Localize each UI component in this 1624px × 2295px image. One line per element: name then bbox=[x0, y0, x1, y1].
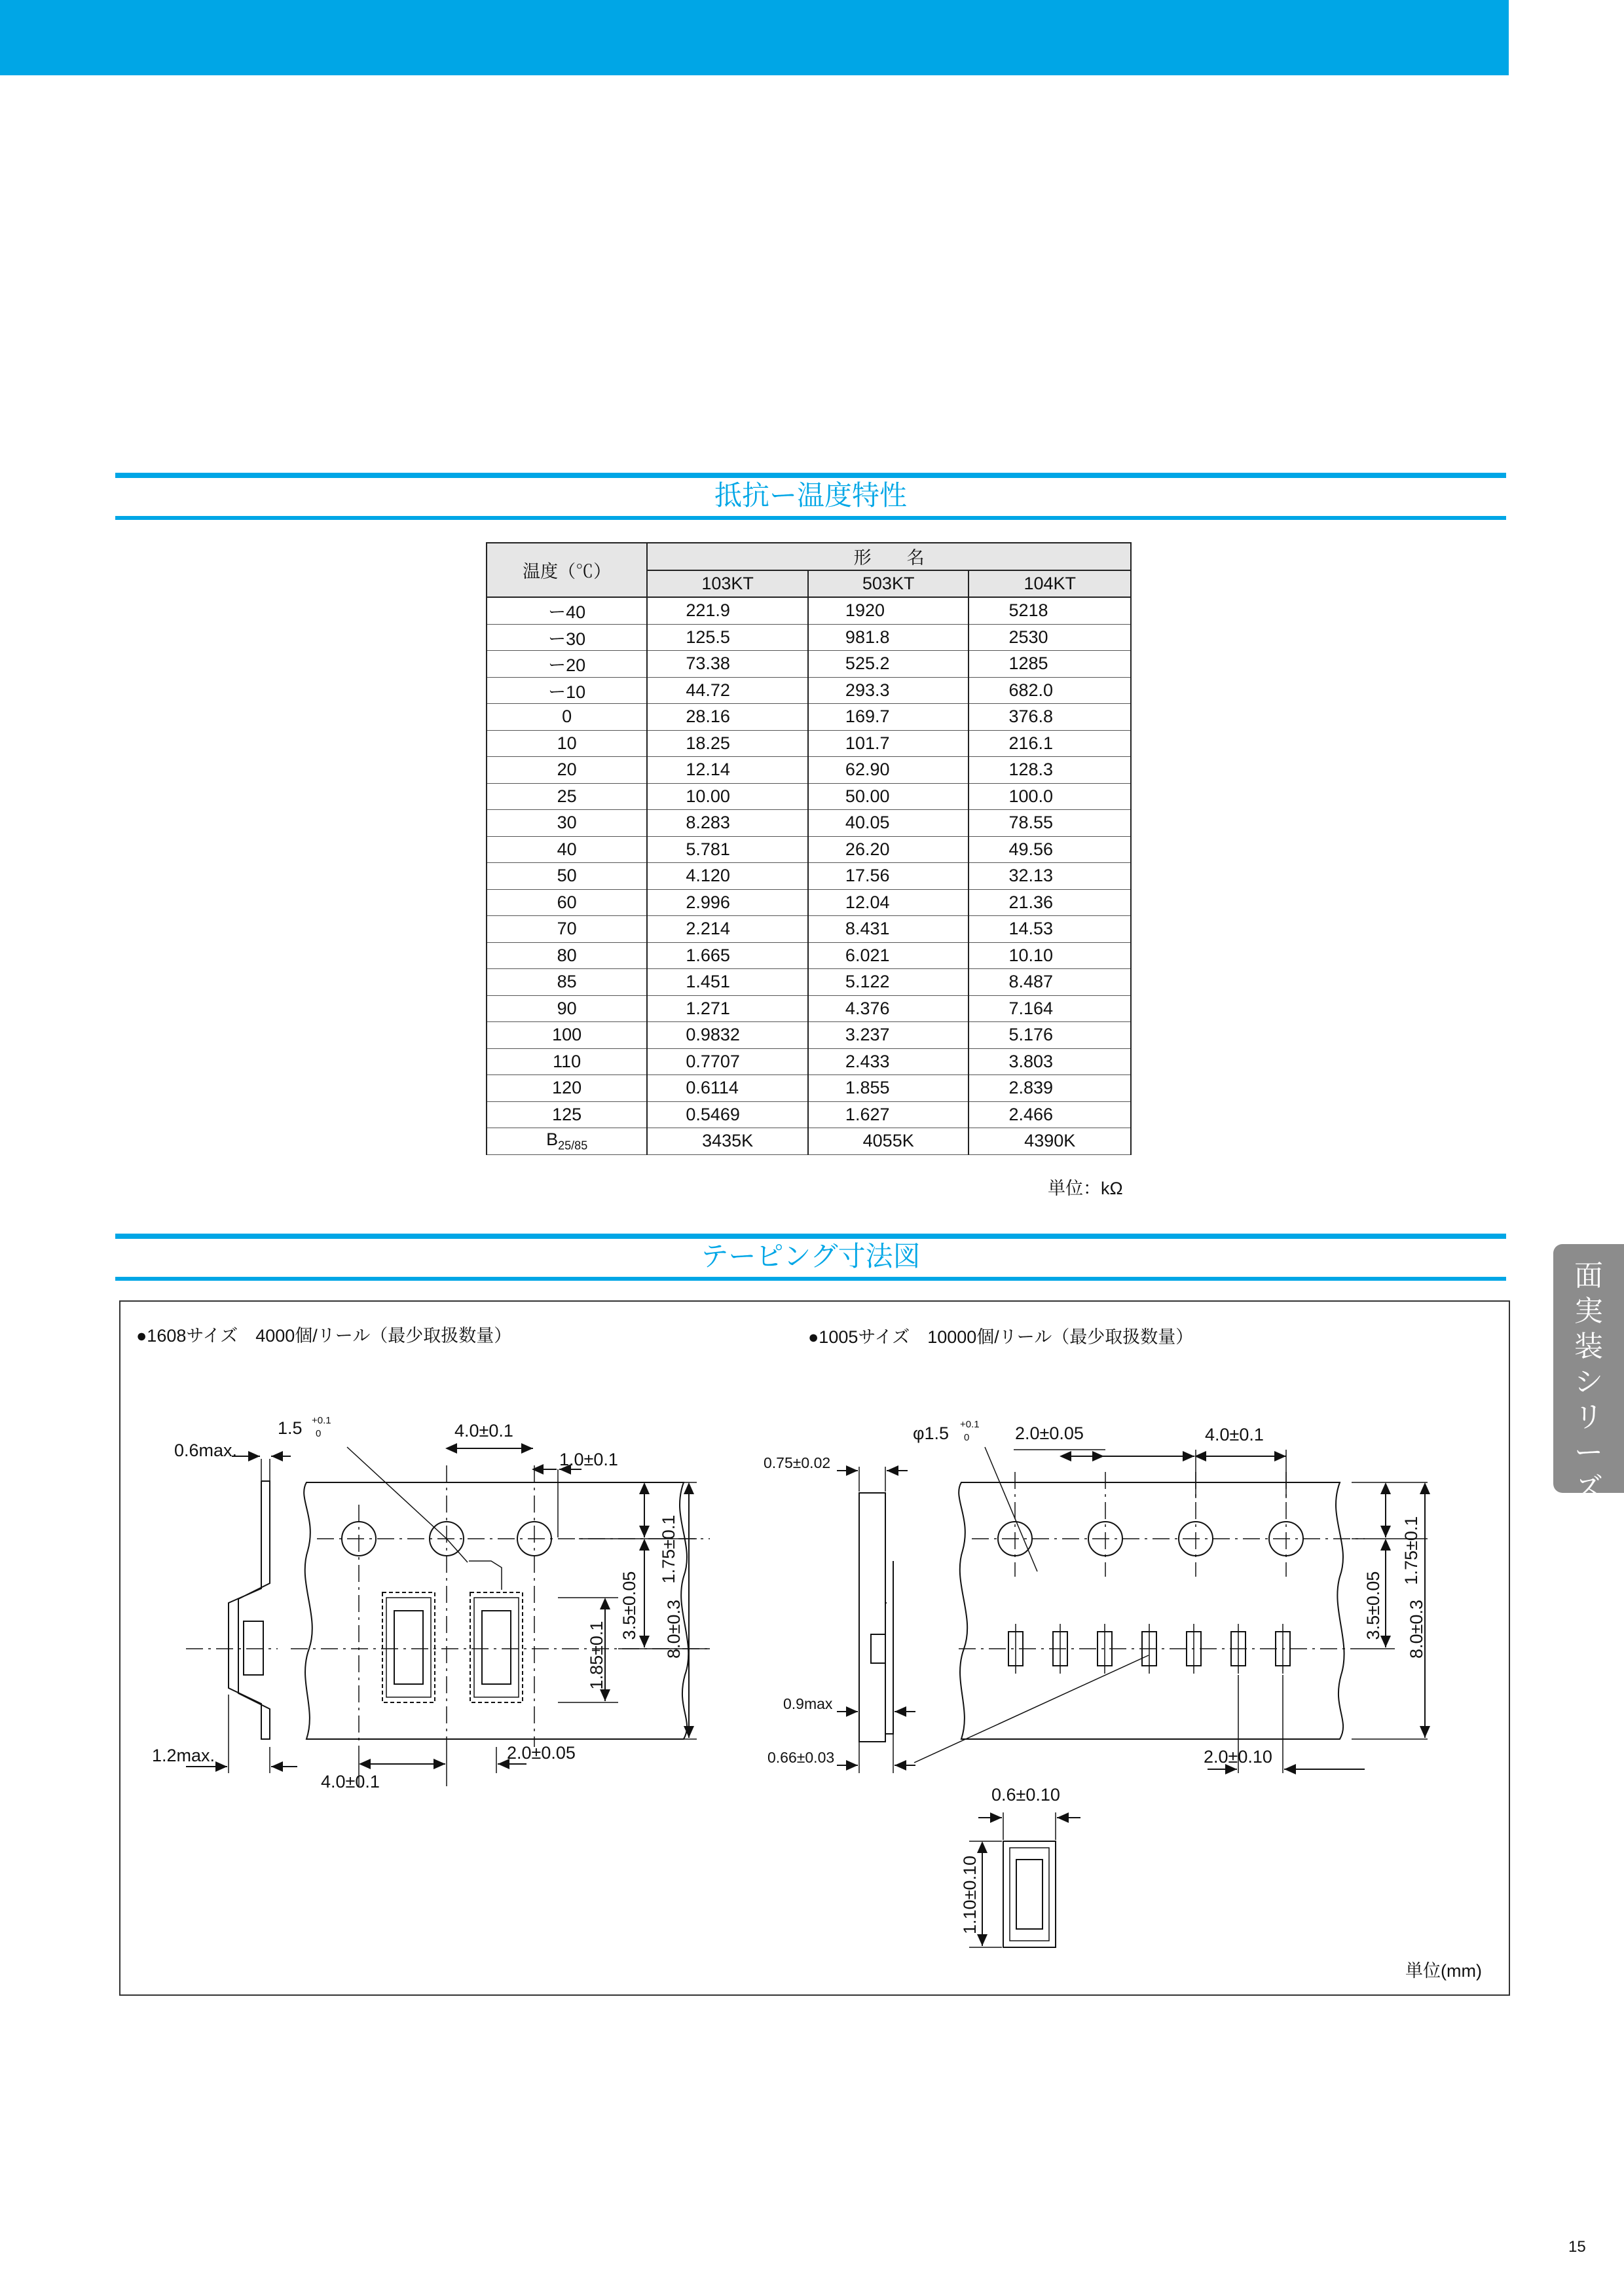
table-row bbox=[487, 757, 1131, 784]
value-cell: 10.00 bbox=[647, 783, 808, 810]
dim-1005-top-thick: 0.75±0.02 bbox=[764, 1454, 831, 1471]
dim-1608-hole-tol-plus: +0.1 bbox=[312, 1415, 331, 1426]
value-cell: 2530 bbox=[969, 624, 1131, 651]
table-body bbox=[487, 597, 1131, 1154]
value-cell: 293.3 bbox=[808, 677, 969, 704]
bvalue-row bbox=[487, 1128, 1131, 1155]
temp-cell: 85 bbox=[487, 969, 647, 996]
model-header: 形 名 bbox=[647, 543, 1131, 570]
value-cell: 28.16 bbox=[647, 704, 808, 731]
value-cell: 5.122 bbox=[808, 969, 969, 996]
value-cell: 216.1 bbox=[969, 730, 1131, 757]
value-cell: 128.3 bbox=[969, 757, 1131, 784]
dim-1608-half: 2.0±0.05 bbox=[507, 1743, 576, 1763]
dim-1005-pitch: 2.0±0.10 bbox=[1204, 1747, 1272, 1767]
dim-1005-w175: 1.75±0.1 bbox=[1401, 1516, 1421, 1585]
value-cell: 1.665 bbox=[647, 942, 808, 969]
value-cell: 8.431 bbox=[808, 916, 969, 943]
value-cell: 1.855 bbox=[808, 1075, 969, 1102]
tape-top-1608 bbox=[291, 1447, 710, 1786]
side-tab bbox=[1553, 1244, 1624, 1505]
dim-1608-w185: 1.85±0.1 bbox=[587, 1621, 606, 1690]
value-cell: 1.627 bbox=[808, 1101, 969, 1128]
section-title-text: 抵抗ー温度特性 bbox=[714, 479, 907, 511]
value-cell: 50.00 bbox=[808, 783, 969, 810]
table-row bbox=[487, 1075, 1131, 1102]
value-cell: 0.9832 bbox=[647, 1022, 808, 1049]
dim-1005-bot-thick: 0.66±0.03 bbox=[767, 1749, 835, 1766]
value-cell: 17.56 bbox=[808, 863, 969, 890]
temp-cell: 50 bbox=[487, 863, 647, 890]
table-row bbox=[487, 624, 1131, 651]
side-profile-1005 bbox=[837, 1467, 915, 1773]
table-row bbox=[487, 836, 1131, 863]
value-cell: 0.6114 bbox=[647, 1075, 808, 1102]
dim-1608-pitch-hole: 4.0±0.1 bbox=[454, 1421, 513, 1441]
value-cell: 4.376 bbox=[808, 995, 969, 1022]
value-cell: 12.04 bbox=[808, 889, 969, 916]
value-cell: 125.5 bbox=[647, 624, 808, 651]
side-tab-text: 面 実 装 シ リ ー ズ bbox=[1574, 1259, 1603, 1505]
table-row bbox=[487, 730, 1131, 757]
resistance-temperature-table bbox=[486, 542, 1132, 1155]
bvalue-cell: 3435K bbox=[647, 1128, 808, 1155]
dim-1005-w80: 8.0±0.3 bbox=[1407, 1600, 1426, 1659]
temp-cell: 120 bbox=[487, 1075, 647, 1102]
value-cell: 525.2 bbox=[808, 651, 969, 678]
dim-1608-w35: 3.5±0.05 bbox=[619, 1571, 639, 1640]
value-cell: 73.38 bbox=[647, 651, 808, 678]
dim-1608-w80: 8.0±0.3 bbox=[664, 1600, 684, 1659]
value-cell: 1.451 bbox=[647, 969, 808, 996]
value-cell: 100.0 bbox=[969, 783, 1131, 810]
temp-cell: 20 bbox=[487, 757, 647, 784]
value-cell: 376.8 bbox=[969, 704, 1131, 731]
side-profile-1608 bbox=[186, 1456, 297, 1773]
dim-1005-hole-tol-plus: +0.1 bbox=[960, 1419, 980, 1430]
model-103kt: 103KT bbox=[647, 570, 808, 598]
temp-cell: 100 bbox=[487, 1022, 647, 1049]
cavity-detail-1005 bbox=[969, 1812, 1080, 1947]
temp-header: 温度（℃） bbox=[487, 543, 647, 597]
table-row bbox=[487, 651, 1131, 678]
value-cell: 7.164 bbox=[969, 995, 1131, 1022]
value-cell: 8.283 bbox=[647, 810, 808, 837]
table-row bbox=[487, 783, 1131, 810]
temp-cell: 110 bbox=[487, 1048, 647, 1075]
section-title-resistance-temperature bbox=[115, 473, 1506, 520]
dim-1005-hole: φ1.5 bbox=[913, 1423, 950, 1443]
section-title-taping bbox=[115, 1234, 1506, 1281]
value-cell: 2.433 bbox=[808, 1048, 969, 1075]
model-503kt: 503KT bbox=[808, 570, 969, 598]
temp-cell: ー40 bbox=[487, 597, 647, 624]
table-row bbox=[487, 995, 1131, 1022]
temp-cell: 40 bbox=[487, 836, 647, 863]
dim-1608-pitch: 4.0±0.1 bbox=[321, 1772, 380, 1791]
caption-1005: ●1005サイズ 10000個/リール（最少取扱数量） bbox=[808, 1327, 1194, 1347]
section-title-text: テーピング寸法図 bbox=[701, 1240, 921, 1272]
table-unit: 単位：kΩ bbox=[1048, 1179, 1123, 1198]
value-cell: 682.0 bbox=[969, 677, 1131, 704]
taping-diagram-box bbox=[119, 1300, 1510, 1996]
temp-cell: ー30 bbox=[487, 624, 647, 651]
value-cell: 221.9 bbox=[647, 597, 808, 624]
dim-1005-cav-w: 0.6±0.10 bbox=[991, 1785, 1060, 1805]
table-row bbox=[487, 889, 1131, 916]
header-bar bbox=[0, 0, 1509, 75]
value-cell: 26.20 bbox=[808, 836, 969, 863]
table-row bbox=[487, 810, 1131, 837]
value-cell: 0.7707 bbox=[647, 1048, 808, 1075]
value-cell: 5.176 bbox=[969, 1022, 1131, 1049]
value-cell: 5218 bbox=[969, 597, 1131, 624]
page-number: 15 bbox=[1568, 2238, 1586, 2256]
table-row bbox=[487, 942, 1131, 969]
value-cell: 169.7 bbox=[808, 704, 969, 731]
value-cell: 1285 bbox=[969, 651, 1131, 678]
dim-1005-pitch-hole: 4.0±0.1 bbox=[1205, 1425, 1264, 1444]
table-row bbox=[487, 704, 1131, 731]
temp-cell: 10 bbox=[487, 730, 647, 757]
dim-1005-w35: 3.5±0.05 bbox=[1363, 1571, 1383, 1640]
dim-1608-total: 1.2max. bbox=[152, 1746, 215, 1765]
value-cell: 18.25 bbox=[647, 730, 808, 757]
value-cell: 78.55 bbox=[969, 810, 1131, 837]
temp-cell: 90 bbox=[487, 995, 647, 1022]
value-cell: 2.996 bbox=[647, 889, 808, 916]
bvalue-label: $B_{25/85}$ bbox=[487, 1128, 647, 1155]
value-cell: 8.487 bbox=[969, 969, 1131, 996]
bvalue-cell: 4390K bbox=[969, 1128, 1131, 1155]
table-row bbox=[487, 863, 1131, 890]
value-cell: 1920 bbox=[808, 597, 969, 624]
temp-cell: 80 bbox=[487, 942, 647, 969]
value-cell: 10.10 bbox=[969, 942, 1131, 969]
value-cell: 21.36 bbox=[969, 889, 1131, 916]
tape-drawing bbox=[120, 1302, 1509, 1994]
value-cell: 3.237 bbox=[808, 1022, 969, 1049]
value-cell: 0.5469 bbox=[647, 1101, 808, 1128]
caption-1608: ●1608サイズ 4000個/リール（最少取扱数量） bbox=[136, 1326, 512, 1346]
temp-cell: 30 bbox=[487, 810, 647, 837]
value-cell: 981.8 bbox=[808, 624, 969, 651]
value-cell: 2.214 bbox=[647, 916, 808, 943]
value-cell: 6.021 bbox=[808, 942, 969, 969]
value-cell: 2.466 bbox=[969, 1101, 1131, 1128]
temp-cell: 70 bbox=[487, 916, 647, 943]
temp-cell: 0 bbox=[487, 704, 647, 731]
table-row bbox=[487, 677, 1131, 704]
bvalue-cell: 4055K bbox=[808, 1128, 969, 1155]
dim-1608-hole-tol-zero: 0 bbox=[316, 1428, 322, 1439]
value-cell: 2.839 bbox=[969, 1075, 1131, 1102]
value-cell: 1.271 bbox=[647, 995, 808, 1022]
temp-cell: 60 bbox=[487, 889, 647, 916]
value-cell: 40.05 bbox=[808, 810, 969, 837]
value-cell: 44.72 bbox=[647, 677, 808, 704]
value-cell: 49.56 bbox=[969, 836, 1131, 863]
dim-1608-thick: 0.6max. bbox=[174, 1441, 238, 1460]
temp-cell: 25 bbox=[487, 783, 647, 810]
temp-cell: ー10 bbox=[487, 677, 647, 704]
value-cell: 4.120 bbox=[647, 863, 808, 890]
value-cell: 5.781 bbox=[647, 836, 808, 863]
table-row bbox=[487, 969, 1131, 996]
value-cell: 32.13 bbox=[969, 863, 1131, 890]
table-row bbox=[487, 597, 1131, 624]
table-row bbox=[487, 1101, 1131, 1128]
dim-1608-hole: 1.5 bbox=[278, 1418, 303, 1438]
value-cell: 101.7 bbox=[808, 730, 969, 757]
value-cell: 12.14 bbox=[647, 757, 808, 784]
table-row bbox=[487, 916, 1131, 943]
dim-1608-w175: 1.75±0.1 bbox=[659, 1515, 678, 1584]
value-cell: 62.90 bbox=[808, 757, 969, 784]
table-row bbox=[487, 1022, 1131, 1049]
dim-1005-hole-tol-zero: 0 bbox=[964, 1432, 970, 1443]
diagram-unit: 単位(mm) bbox=[1405, 1961, 1482, 1981]
model-104kt: 104KT bbox=[969, 570, 1131, 598]
dim-1608-edge: 1.0±0.1 bbox=[559, 1450, 618, 1469]
table-row bbox=[487, 1048, 1131, 1075]
dim-1005-tmax: 0.9max bbox=[783, 1695, 833, 1712]
dim-1005-cav-h: 1.10±0.10 bbox=[960, 1856, 980, 1934]
value-cell: 3.803 bbox=[969, 1048, 1131, 1075]
dim-1005-half-top: 2.0±0.05 bbox=[1015, 1423, 1084, 1443]
value-cell: 14.53 bbox=[969, 916, 1131, 943]
temp-cell: 125 bbox=[487, 1101, 647, 1128]
temp-cell: ー20 bbox=[487, 651, 647, 678]
tape-top-1005 bbox=[914, 1447, 1428, 1773]
